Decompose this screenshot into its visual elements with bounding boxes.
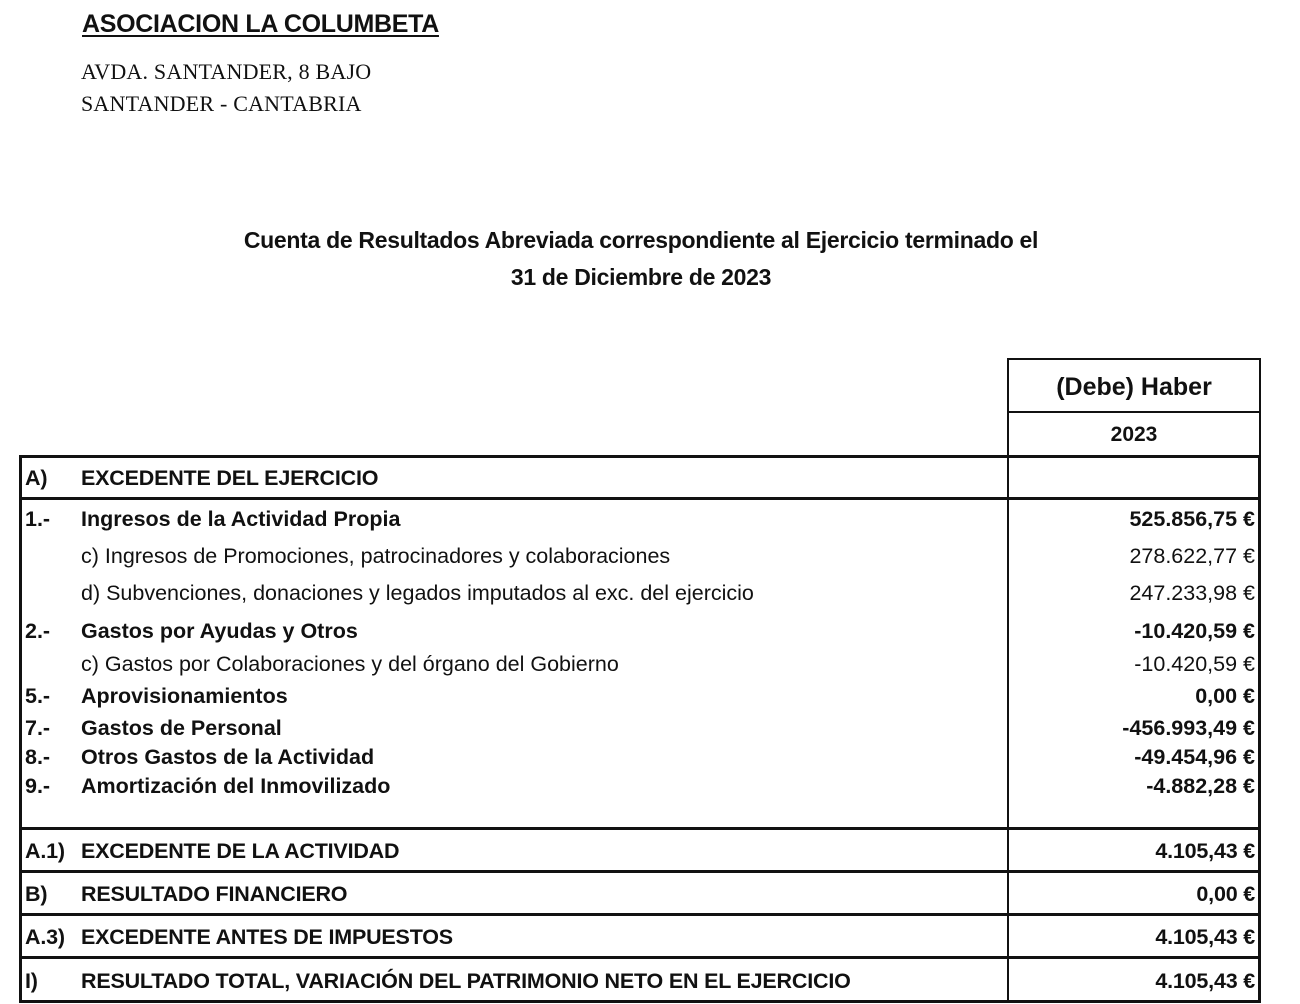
row-label: Ingresos de la Actividad Propia: [81, 507, 401, 531]
row-label: d) Subvenciones, donaciones y legados imputados al exc. del ejercicio: [81, 581, 754, 605]
row-value: -10.420,59 €: [1134, 619, 1255, 643]
row-value: 247.233,98 €: [1129, 581, 1255, 605]
row-label: Amortización del Inmovilizado: [81, 774, 391, 798]
row-value: 0,00 €: [1195, 684, 1255, 708]
row-label: Gastos de Personal: [81, 716, 282, 740]
row-value: 4.105,43 €: [1155, 839, 1255, 863]
column-header-debe-haber: (Debe) Haber: [1009, 360, 1259, 413]
document-title: Cuenta de Resultados Abreviada correspondiente al Ejercicio terminado el: [243, 227, 1039, 253]
table-row: [22, 616, 1258, 646]
column-header-box: [1007, 358, 1261, 457]
row-value: 525.856,75 €: [1129, 507, 1255, 531]
row-code: A.3): [25, 925, 65, 949]
divider-line: [19, 913, 1261, 916]
table-row: [22, 771, 1258, 801]
row-label: c) Gastos por Colaboraciones y del órgano del Gobierno: [81, 652, 619, 676]
row-code: 1.-: [25, 507, 51, 531]
divider-line: [19, 497, 1261, 500]
row-code: 7.-: [25, 716, 51, 740]
row-label: RESULTADO FINANCIERO: [81, 882, 348, 906]
row-label: Aprovisionamientos: [81, 684, 288, 708]
column-header-year: 2023: [1110, 423, 1158, 446]
table-row: [22, 681, 1258, 711]
row-value: -456.993,49 €: [1122, 716, 1255, 740]
row-value: 0,00 €: [1196, 882, 1255, 906]
row-code: I): [25, 969, 38, 993]
row-code: 5.-: [25, 684, 51, 708]
address-line-1: AVDA. SANTANDER, 8 BAJO: [81, 59, 372, 84]
table-row: [22, 541, 1258, 571]
table-row: [22, 578, 1258, 608]
row-code: A.1): [25, 839, 65, 863]
divider-line: [19, 827, 1261, 830]
summary-row: [22, 966, 1258, 996]
summary-row: [22, 879, 1258, 909]
row-value: -4.882,28 €: [1146, 774, 1255, 798]
row-label: EXCEDENTE DEL EJERCICIO: [81, 466, 379, 490]
divider-line: [19, 956, 1261, 959]
row-label: Gastos por Ayudas y Otros: [81, 619, 358, 643]
row-label: RESULTADO TOTAL, VARIACIÓN DEL PATRIMONIO NETO EN EL EJERCICIO: [81, 969, 851, 993]
document-date: 31 de Diciembre de 2023: [510, 264, 772, 290]
divider-line: [19, 870, 1261, 873]
organization-name: ASOCIACION LA COLUMBETA: [82, 10, 439, 38]
row-code: A): [25, 466, 48, 490]
row-code: 8.-: [25, 745, 51, 769]
row-value: 278.622,77 €: [1129, 544, 1255, 568]
row-code: 9.-: [25, 774, 51, 798]
row-value: 4.105,43 €: [1155, 969, 1255, 993]
table-row: [22, 504, 1258, 534]
table-row: [22, 742, 1258, 772]
row-label: c) Ingresos de Promociones, patrocinadores y colaboraciones: [81, 544, 671, 568]
table-row: [22, 713, 1258, 743]
section-row-a: [22, 463, 1258, 493]
row-code: B): [25, 882, 48, 906]
row-code: 2.-: [25, 619, 51, 643]
row-label: EXCEDENTE DE LA ACTIVIDAD: [81, 839, 400, 863]
row-label: Otros Gastos de la Actividad: [81, 745, 375, 769]
address-line-2: SANTANDER - CANTABRIA: [81, 91, 362, 116]
row-value: 4.105,43 €: [1155, 925, 1255, 949]
table-row: [22, 649, 1258, 679]
summary-row: [22, 836, 1258, 866]
row-label: EXCEDENTE ANTES DE IMPUESTOS: [81, 925, 453, 949]
row-value: -10.420,59 €: [1134, 652, 1255, 676]
summary-row: [22, 922, 1258, 952]
row-value: -49.454,96 €: [1134, 745, 1255, 769]
